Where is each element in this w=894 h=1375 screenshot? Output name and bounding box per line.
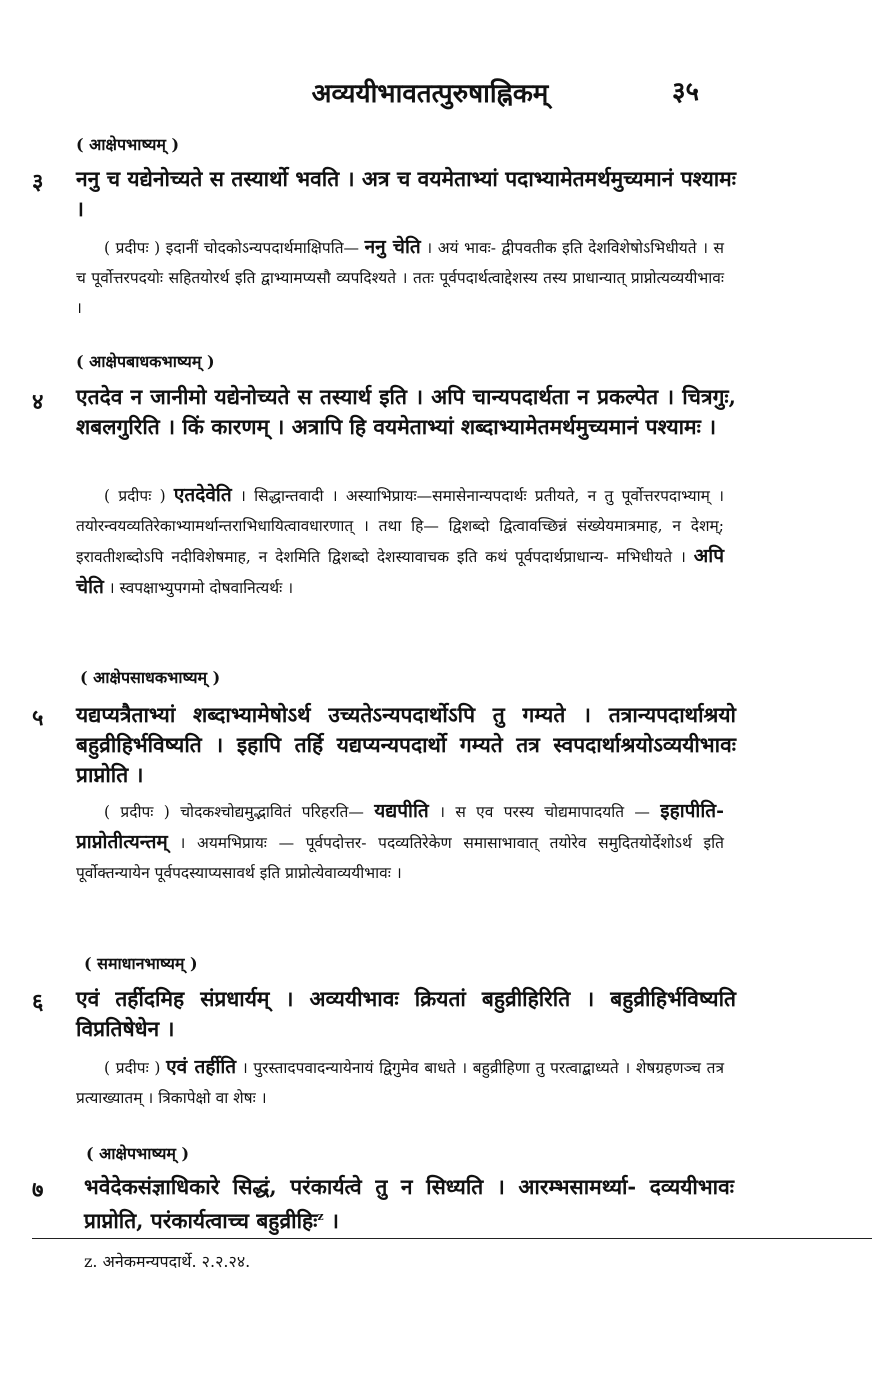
pradipa-text: । अयं भावः- द्वीपवतीक इति देशविशेषोऽभिधीयते । स च पूर्वोत्तरपदयोः सहितयोरर्थ इति द्वाभ्यामप्यसौ व्यपदिश्यते । ततः पूर्वपदार्थत्वाद्देशस्य तस्य प्राधान्यात् प्राप्नोत्यव्ययीभावः । [76,239,725,317]
paragraph-number: ४ [32,389,44,415]
pradipa-keyword: यद्यपीति [374,800,429,822]
pradipa-text: । स एव परस्य चोद्यमापादयति — [439,803,650,821]
pradipa-text: । अयमभिप्रायः — पूर्वपदोत्तर- पदव्यतिरेकेण समासाभावात् तयोरेव समुदितयोर्देशोऽर्थ इति पूर्वोक्तन्यायेन पूर्वपदस्याप्यसावर्थ इति प्राप्नोत्येवाव्ययीभावः । [76,834,724,882]
bhashya-text: यद्यप्यत्रैताभ्यां शब्दाभ्यामेषोऽर्थ उच्यतेऽन्यपदार्थोऽपि तु गम्यते । तत्रान्यपदार्थाश्रयो बहुव्रीहिर्भविष्यति । इहापि तर्हि यद्यप्यन्यपदार्थो गम्यते तत्र स्वपदार्थाश्रयोऽव्ययीभावः प्राप्नोति । [76,702,736,787]
paragraph-number: ६ [32,989,44,1015]
pradipa-commentary [76,232,724,323]
paragraph-number: ७ [32,1177,44,1203]
footnote-marker: z [317,1210,324,1223]
section-label: ( आक्षेपबाधकभाष्यम् ) [76,352,215,371]
page-title: अव्ययीभावतत्पुरुषाह्निकम् [311,79,549,109]
pradipa-keyword: ननु चेति [364,236,421,258]
pradipa-head: ( प्रदीपः ) [104,487,166,505]
pradipa-text: चोदकश्चोद्यमुद्भावितं परिहरति— [180,803,364,821]
section-label: ( आक्षेपभाष्यम् ) [76,135,180,154]
pradipa-head: ( प्रदीपः ) [104,1059,161,1077]
footnote-divider [32,1238,872,1239]
bhashya-text: ननु च यद्येनोच्यते स तस्यार्थो भवति । अत्र च वयमेताभ्यां पदाभ्यामेतमर्थमुच्यमानं पश्यामः । [76,166,736,221]
page-number: ३५ [672,77,700,107]
bhashya-text: एतदेव न जानीमो यद्येनोच्यते स तस्यार्थ इति । अपि चान्यपदार्थता न प्रकल्पेत । चित्रगुः, शबलगुरिति । किं कारणम् । अत्रापि हि वयमेताभ्यां शब्दाभ्यामेतमर्थमुच्यमानं पश्यामः । [76,384,736,439]
section-label: ( आक्षेपभाष्यम् ) [86,1144,190,1163]
pradipa-keyword: एतदेवेति [173,484,232,506]
pradipa-keyword: एवं तर्हीति [166,1056,237,1078]
pradipa-text: । स्वपक्षाभ्युपगमो दोषवानित्यर्थः । [108,579,294,597]
paragraph-number: ३ [32,169,44,195]
pradipa-head: ( प्रदीपः ) [104,239,161,257]
pradipa-text: । सिद्धान्तवादी । अस्याभिप्रायः—समासेनान्यपदार्थः प्रतीयते, न तु पूर्वोत्तरपदाभ्याम् । तयोरन्वयव्यतिरेकाभ्यामर्थान्तराभिधायित्वावधारणात् । तथा हि— द्विशब्दो द्वित्वावच्छिन्नं संख्येयमात्रमाह, न देशम्; इरावतीशब्दोऽपि नदीविशेषमाह, न देशमिति द्विशब्दो देशस्यावाचक इति कथं पूर्वपदार्थप्राधान्य- मभिधीयते । [76,487,724,566]
paragraph-number: ५ [32,705,44,731]
pradipa-keyword: अपि चेति [76,545,724,598]
pradipa-keyword: इहापीति-प्राप्नोतीत्यन्तम् [76,800,724,853]
pradipa-head: ( प्रदीपः ) [104,803,170,821]
section-label: ( समाधानभाष्यम् ) [84,954,198,973]
pradipa-commentary [76,480,724,603]
pradipa-commentary [76,796,724,888]
pradipa-commentary [76,1052,724,1113]
bhashya-line: भवेदेकसंज्ञाधिकारे सिद्धं, परंकार्यत्वे तु न सिध्यति । आरम्भसामर्थ्या- दव्ययीभावः प्राप्नोति, परंकार्यत्वाच्च बहुव्रीहिः [84,1174,734,1233]
bhashya-line-end: । [323,1208,339,1233]
bhashya-text [84,1172,734,1236]
bhashya-text: एवं तर्हीदमिह संप्रधार्यम् । अव्ययीभावः क्रियतां बहुव्रीहिरिति । बहुव्रीहिर्भविष्यति विप्रतिषेधेन । [76,986,736,1041]
section-label: ( आक्षेपसाधकभाष्यम् ) [80,668,221,687]
pradipa-text: । पुरस्तादपवादन्यायेनायं द्विगुमेव बाधते । बहुव्रीहिणा तु परत्वाद्बाध्यते । शेषग्रहणञ्च तत्र प्रत्याख्यातम् । त्रिकापेक्षो वा शेषः । [76,1059,724,1107]
footnote: z. अनेकमन्यपदार्थे. २.२.२४. [84,1252,251,1271]
pradipa-text: इदानीं चोदकोऽन्यपदार्थमाक्षिपति— [165,239,360,257]
